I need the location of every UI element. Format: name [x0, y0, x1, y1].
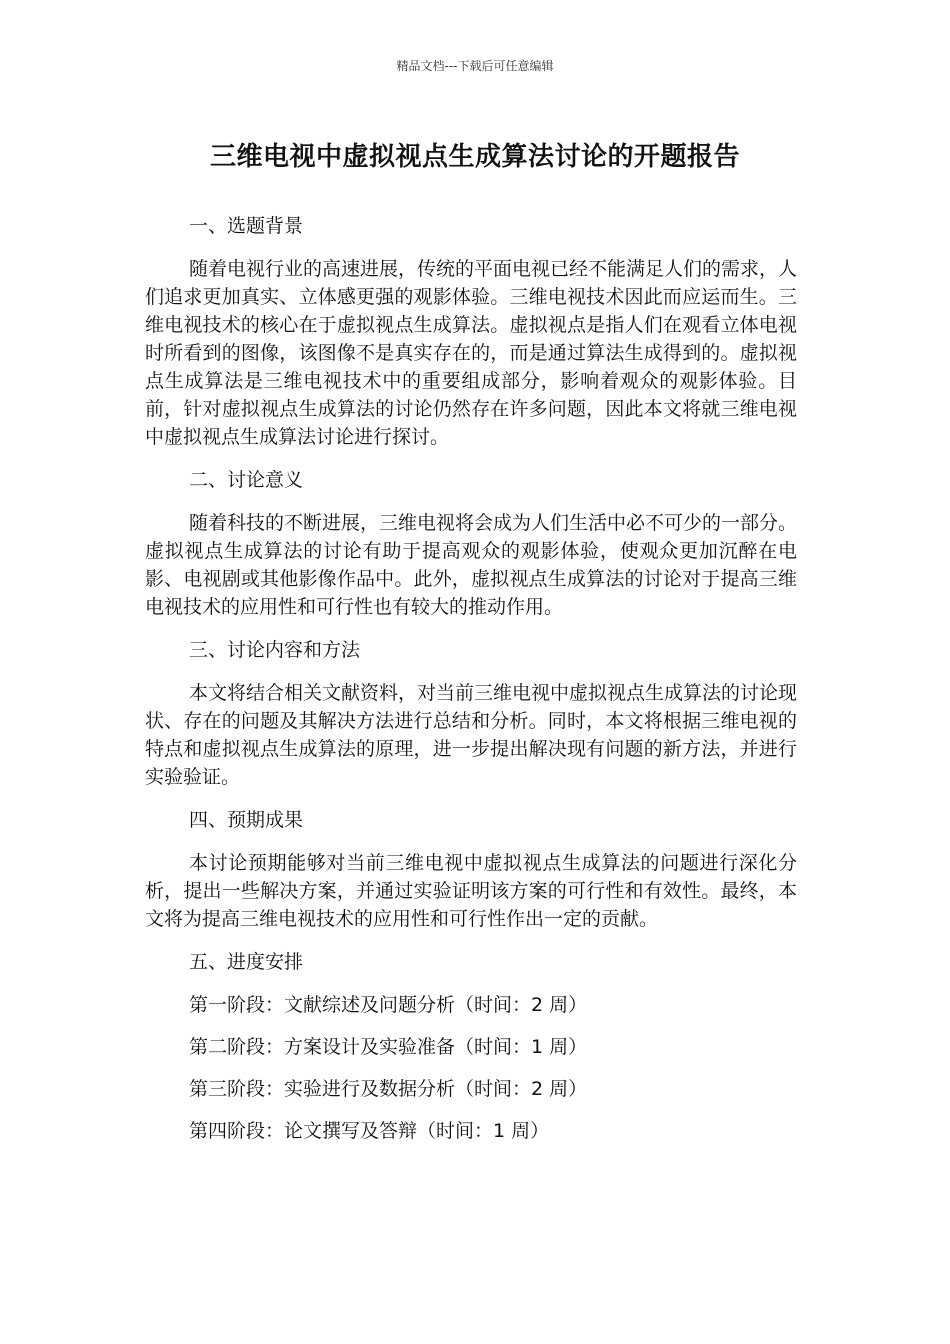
section-heading-expected-results: 四、预期成果	[189, 809, 304, 831]
section-paragraph-significance: 随着科技的不断进展，三维电视将会成为人们生活中必不可少的一部分。虚拟视点生成算法的讨论有助于提高观众的观影体验，使观众更加沉醉在电影、电视剧或其他影像作品中。此外，虚拟视点生成算法的讨论对于提高三维电视技术的应用性和可行性也有较大的推动作用。	[145, 512, 798, 618]
section-paragraph-content-method: 本文将结合相关文献资料，对当前三维电视中虚拟视点生成算法的讨论现状、存在的问题及其解决方法进行总结和分析。同时，本文将根据三维电视的特点和虚拟视点生成算法的原理，进一步提出解决现有问题的新方法，并进行实验验证。	[145, 682, 798, 788]
header-note: 精品文档---下载后可任意编辑	[396, 59, 554, 73]
section-paragraph-background: 随着电视行业的高速进展，传统的平面电视已经不能满足人们的需求，人们追求更加真实、立体感更强的观影体验。三维电视技术因此而应运而生。三维电视技术的核心在于虚拟视点生成算法。虚拟视点是指人们在观看立体电视时所看到的图像，该图像不是真实存在的，而是通过算法生成得到的。虚拟视点生成算法是三维电视技术中的重要组成部分，影响着观众的观影体验。目前，针对虚拟视点生成算法的讨论仍然存在许多问题，因此本文将就三维电视中虚拟视点生成算法讨论进行探讨。	[145, 258, 798, 448]
section-paragraph-expected-results: 本讨论预期能够对当前三维电视中虚拟视点生成算法的问题进行深化分析，提出一些解决方案，并通过实验证明该方案的可行性和有效性。最终，本文将为提高三维电视技术的应用性和可行性作出一定的贡献。	[145, 852, 797, 930]
schedule-item-stage-3: 第三阶段：实验进行及数据分析（时间：2 周）	[189, 1078, 588, 1100]
document-body	[145, 212, 797, 1159]
section-heading-significance: 二、讨论意义	[189, 469, 304, 491]
schedule-item-stage-2: 第二阶段：方案设计及实验准备（时间：1 周）	[189, 1036, 588, 1058]
schedule-item-stage-4: 第四阶段：论文撰写及答辩（时间：1 周）	[189, 1120, 550, 1142]
schedule-item-stage-1: 第一阶段：文献综述及问题分析（时间：2 周）	[189, 994, 588, 1016]
section-heading-schedule: 五、进度安排	[189, 951, 304, 973]
section-heading-background: 一、选题背景	[189, 215, 304, 237]
section-heading-content-method: 三、讨论内容和方法	[189, 639, 361, 661]
document-title: 三维电视中虚拟视点生成算法讨论的开题报告	[209, 142, 740, 172]
